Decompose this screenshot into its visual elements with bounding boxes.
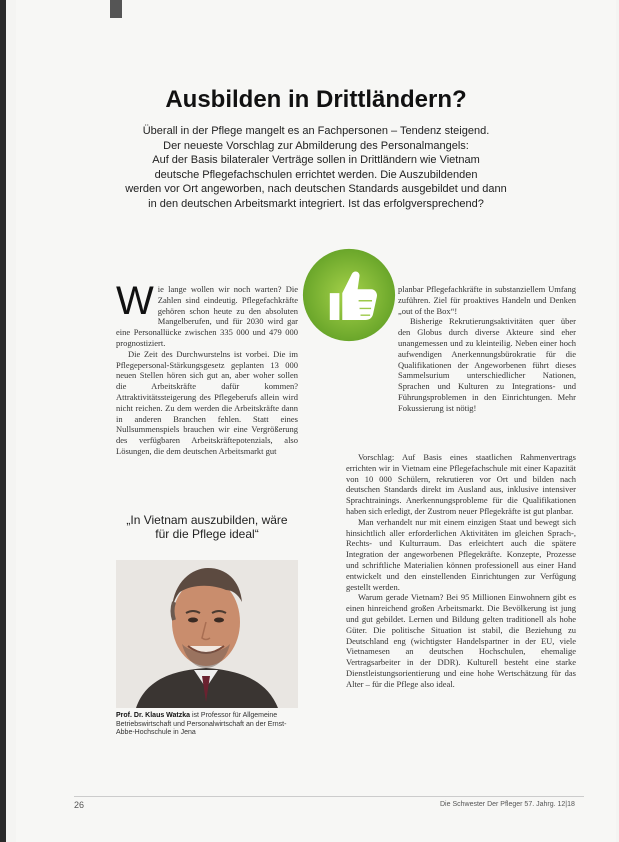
- magazine-page: [16, 0, 616, 842]
- body-paragraph: Bisherige Rekrutierungsaktivitäten quer über den Globus durch diverse Akteure sind eher unangemessen und zu kleinteilig. Neben einer hoch aufwendigen Anerkennungsbürokratie für die Qualifikationen der Angeworbenen führt dieses Sammelsurium unterschiedlicher Nationen, Sprachen und Kulturen zu Integrations- und Führungsproblemen in den Einrichtungen. Mehr Fokussierung ist nötig!: [398, 316, 576, 413]
- intro-line: Der neueste Vorschlag zur Abmilderung des Personalmangels:: [163, 139, 469, 152]
- intro-line: Überall in der Pflege mangelt es an Fachpersonen – Tendenz steigend.: [142, 125, 490, 137]
- intro-line: in den deutschen Arbeitsmarkt integriert. Ist das erfolgversprechend?: [148, 197, 484, 210]
- article-title: Ausbilden in Drittländern?: [165, 86, 467, 113]
- publication-info: Die Schwester Der Pfleger 57. Jahrg. 12|18: [440, 801, 575, 808]
- intro-line: deutsche Pflegefachschulen errichtet werden. Die Auszubildenden: [154, 168, 478, 181]
- pull-quote: „In Vietnam auszubilden, wäre für die Pflege ideal“: [126, 513, 288, 541]
- author-portrait: [116, 560, 298, 708]
- page-corner-mark: [110, 0, 122, 18]
- body-paragraph: Die Zeit des Durchwurstelns ist vorbei. Die im Pflegepersonal-Stärkungsgesetz geplanten 13 000 neuen Stellen hören sich gut an, aber woher sollen die Arbeitskräfte dafür kommen? Attraktivitätssteigerung des Pflegeberufs allein wird nicht reichen. Zu dem werden die Arbeitskräfte dann in anderen Branchen fehlen. Statt eines Nullsummenspiels brauchen wir eine Vergrößerung des verfügbaren Arbeitskräftepotenzials, also Lösungen, die dem deutschen Arbeitsmarkt gut: [116, 348, 298, 456]
- body-paragraph: planbar Pflegefachkräfte in substanziellem Umfang zuführen. Ziel für proaktives Handeln und Denken „out of the Box“!: [398, 284, 576, 316]
- body-paragraph: Warum gerade Vietnam? Bei 95 Millionen Einwohnern gibt es einen hinreichend großen Arbeitsmarkt. Die Bevölkerung ist jung und gut gebildet. Lernen und Bildung gelten traditionell als hohe Güter. Die politische Situation ist stabil, die Beziehung zu Deutschland eng (wichtigster Handelspartner in der EU, viele Vietnamesen an deutschen Hochschulen, ehemalige Vertragsarbeiter in der DDR). Kulturell besteht eine starke Dienstleistungsorientierung und eine hohe Wertschätzung für das Alter – für die Pflege also ideal.: [346, 592, 576, 689]
- scan-edge: [0, 0, 6, 842]
- body-paragraph: Vorschlag: Auf Basis eines staatlichen Rahmenvertrags errichten wir in Vietnam eine Pflegefachschule mit einer Kapazität von 10 000 Schülern, rekrutieren vor Ort und bilden nach deutschen Standards direkt im Ausland aus, inklusive intensiver Sprachtrainings. Anerkennungsprobleme für die Qualifikationen haben sich erledigt, der Zustrom neuer Pflegekräfte ist gut planbar.: [346, 452, 576, 516]
- body-paragraph: Man verhandelt nur mit einem einzigen Staat und bewegt sich hinsichtlich aller erforderlichen Aktivitäten im gleichen Sprach-, Rechts- und Kulturraum. Das erleichtert auch die spätere Integration der angeworbenen Pflegekräfte. Konzepte, Prozesse und schriftliche Materialien können professionell aus einer Hand entwickelt und den einstellenden Einrichtungen zur Verfügung gestellt werden.: [346, 516, 576, 592]
- thumbs-up-icon: [301, 247, 397, 343]
- page-number: 26: [74, 800, 85, 810]
- article-intro: [76, 124, 556, 211]
- body-paragraph: ie lange wollen wir noch warten? Die Zahlen sind eindeutig. Pflegefachkräfte gehören schon heute zu den absoluten Mangelberufen, und für 2030 wird gar eine Personallücke zwischen 335 000 und 479 000 prognostiziert.: [116, 284, 298, 348]
- author-name: Prof. Dr. Klaus Watzka: [116, 712, 191, 719]
- footer-rule: [74, 796, 584, 797]
- article-column-right-top: [398, 284, 576, 414]
- drop-cap: W: [116, 279, 154, 323]
- intro-line: Auf der Basis bilateraler Verträge sollen in Drittländern wie Vietnam: [152, 154, 480, 166]
- author-bio: ist Professor für Allgemeine Betriebswirtschaft und Personalwirtschaft an der Ernst-Abbe-Hochschule in Jena: [116, 712, 287, 736]
- article-column-right: [346, 452, 576, 690]
- author-caption: [116, 712, 302, 738]
- article-column-left: [116, 279, 298, 457]
- intro-line: werden vor Ort angeworben, nach deutschen Standards ausgebildet und dann: [125, 183, 507, 195]
